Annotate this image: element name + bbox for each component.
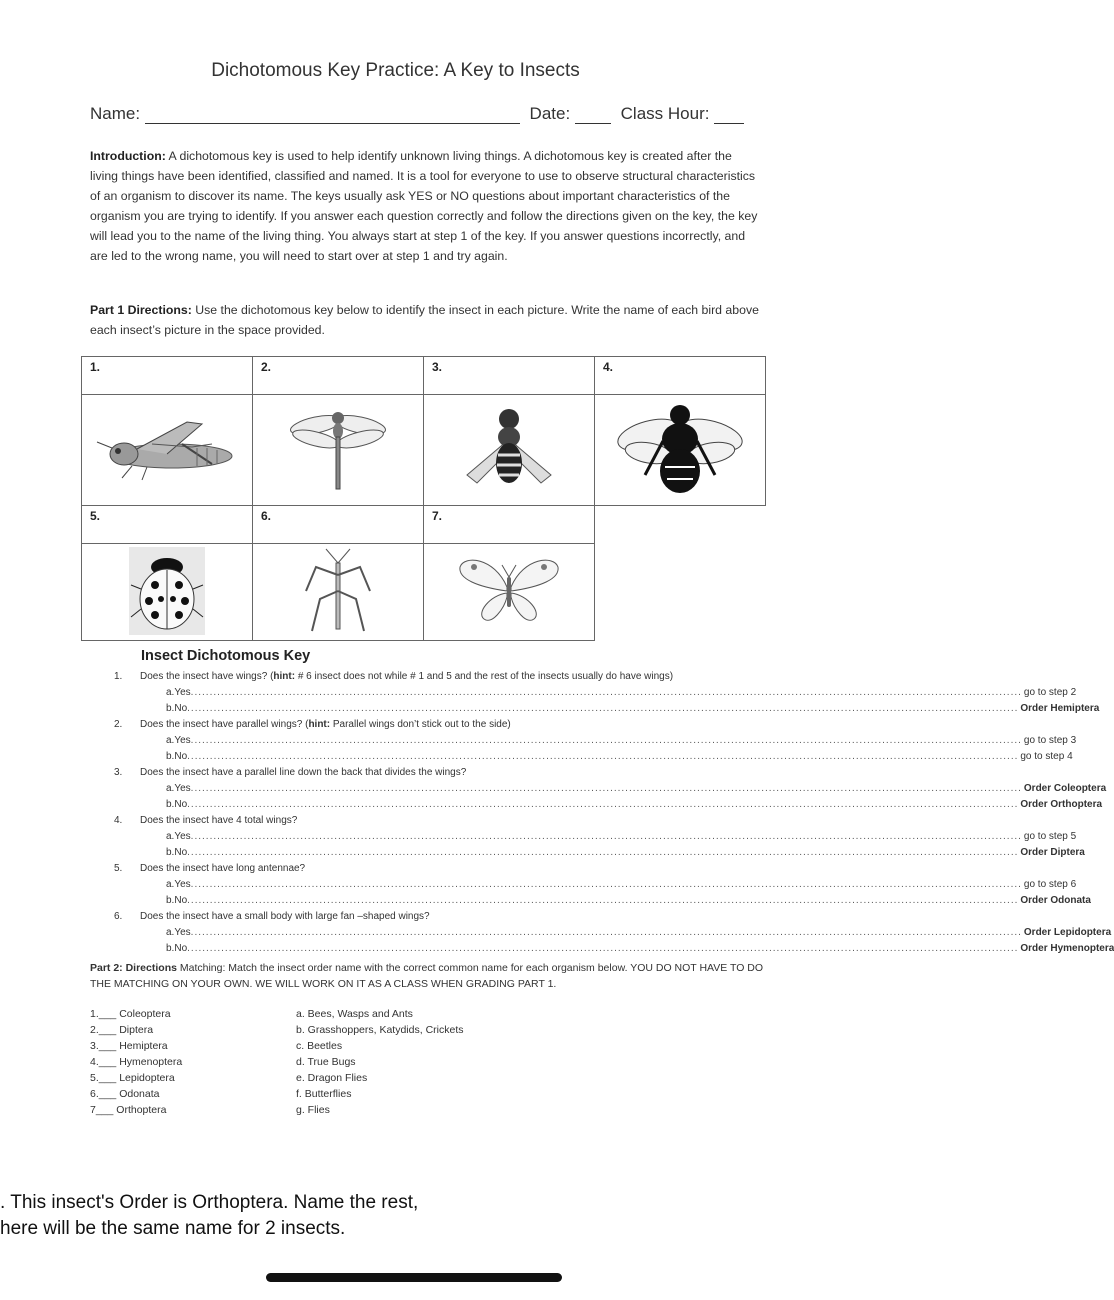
empty-cell [595, 544, 766, 641]
key-option-result: Order Odonata [1020, 895, 1091, 906]
key-option-text: Yes [174, 687, 191, 698]
key-leader-dots: ............................................................................................................................................................................................................................ [190, 783, 1022, 794]
key-option [166, 879, 1077, 890]
key-option-letter: a. [166, 927, 175, 938]
cell-number-5[interactable]: 5. [82, 506, 253, 544]
key-question [114, 671, 673, 682]
home-indicator[interactable] [266, 1273, 562, 1282]
part1-label: Part 1 Directions: [90, 303, 192, 317]
key-option [166, 847, 1085, 858]
key-leader-dots: ............................................................................................................................................................................................................................ [190, 687, 1022, 698]
key-option-letter: b. [166, 703, 175, 714]
empty-cell [595, 506, 766, 544]
cell-number-6[interactable]: 6. [253, 506, 424, 544]
key-leader-dots: ............................................................................................................................................................................................................................ [187, 847, 1019, 858]
key-option-text: Yes [174, 735, 191, 746]
key-question-text: Does the insect have 4 total wings? [140, 815, 298, 826]
key-question-text: Does the insect have a parallel line down the back that divides the wings? [140, 767, 467, 778]
part1-text: Use the dichotomous key below to identify the insect in each picture. Write the name of each bird above each insect’s picture in the space provided. [90, 303, 759, 337]
key-option [166, 783, 1107, 794]
key-option-text: Yes [174, 783, 191, 794]
key-question [114, 863, 305, 874]
key-question-text: Does the insect have a small body with large fan –shaped wings? [140, 911, 430, 922]
key-question-text: Does the insect have long antennae? [140, 863, 306, 874]
key-step-number: 4. [114, 815, 123, 826]
key-question [114, 767, 466, 778]
key-option-letter: a. [166, 687, 175, 698]
key-option-text: No [174, 847, 188, 858]
date-blank[interactable] [575, 107, 611, 124]
key-option-result: Order Hemiptera [1020, 703, 1100, 714]
key-hint-label: hint: [273, 671, 296, 682]
key-option-letter: b. [166, 847, 175, 858]
insect-picture-6 [253, 544, 424, 641]
cell-number-4[interactable]: 4. [595, 357, 766, 395]
worksheet-title: Dichotomous Key Practice: A Key to Insects [211, 60, 580, 81]
order-item[interactable]: 2.___ Diptera [90, 1024, 154, 1036]
key-option-letter: b. [166, 799, 175, 810]
common-name-item: b. Grasshoppers, Katydids, Crickets [296, 1024, 464, 1036]
key-step-number: 1. [114, 671, 123, 682]
key-question-text: Does the insect have wings? ( [140, 671, 274, 682]
key-option [166, 943, 1114, 954]
student-info-row [90, 104, 760, 124]
key-option-text: No [174, 943, 188, 954]
key-option-result: Order Coleoptera [1023, 783, 1107, 794]
key-option-text: Yes [174, 831, 191, 842]
key-option [166, 735, 1077, 746]
key-leader-dots: ............................................................................................................................................................................................................................ [190, 831, 1022, 842]
key-question [114, 719, 511, 730]
key-leader-dots: ............................................................................................................................................................................................................................ [187, 895, 1019, 906]
key-question [114, 815, 297, 826]
common-name-item: f. Butterflies [296, 1088, 352, 1100]
key-leader-dots: ............................................................................................................................................................................................................................ [190, 879, 1022, 890]
common-name-item: a. Bees, Wasps and Ants [296, 1008, 413, 1020]
key-option-letter: a. [166, 879, 175, 890]
common-name-item: d. True Bugs [296, 1056, 356, 1068]
part2-text: Matching: Match the insect order name with the correct common name for each organism below. YOU DO NOT HAVE TO DO THE MATCHING ON YOUR OWN. WE WILL WORK ON IT AS A CLASS WHEN GRADING PART 1. [90, 962, 764, 990]
key-option-letter: a. [166, 735, 175, 746]
key-option-letter: a. [166, 831, 175, 842]
common-name-item: e. Dragon Flies [296, 1072, 368, 1084]
key-option [166, 751, 1073, 762]
key-option-result: go to step 2 [1023, 687, 1077, 698]
key-option [166, 687, 1077, 698]
question-line-2: here will be the same name for 2 insects. [0, 1218, 346, 1239]
order-item[interactable]: 3.___ Hemiptera [90, 1040, 168, 1052]
key-option-text: Yes [174, 927, 191, 938]
key-option-text: Yes [174, 879, 191, 890]
part2-directions [90, 960, 770, 992]
key-option-result: Order Orthoptera [1020, 799, 1103, 810]
part1-directions [90, 300, 762, 340]
part2-label: Part 2: Directions [90, 962, 177, 974]
insect-picture-grid [81, 356, 766, 641]
grasshopper-icon [92, 414, 242, 484]
key-step-number: 3. [114, 767, 123, 778]
key-option [166, 703, 1100, 714]
key-title: Insect Dichotomous Key [141, 648, 311, 664]
key-leader-dots: ............................................................................................................................................................................................................................ [187, 799, 1019, 810]
key-option-letter: b. [166, 751, 175, 762]
introduction-paragraph [90, 146, 762, 266]
key-option-result: go to step 3 [1023, 735, 1077, 746]
cell-number-3[interactable]: 3. [424, 357, 595, 395]
name-blank[interactable] [145, 107, 520, 124]
key-option-text: No [174, 895, 188, 906]
common-name-list [296, 1006, 463, 1118]
key-hint-text: # 6 insect does not while # 1 and 5 and the rest of the insects usually do have wings) [295, 671, 674, 682]
walking-stick-icon [298, 545, 378, 637]
key-option-letter: a. [166, 783, 175, 794]
key-question [114, 911, 430, 922]
insect-picture-2 [253, 395, 424, 506]
key-option [166, 831, 1077, 842]
order-item[interactable]: 6.___ Odonata [90, 1088, 160, 1100]
cell-number-2[interactable]: 2. [253, 357, 424, 395]
key-step-number: 5. [114, 863, 123, 874]
key-option-letter: b. [166, 895, 175, 906]
key-hint-text: Parallel wings don’t stick out to the side) [330, 719, 511, 730]
key-leader-dots: ............................................................................................................................................................................................................................ [190, 735, 1022, 746]
order-item[interactable]: 4.___ Hymenoptera [90, 1056, 183, 1068]
name-label: Name: [90, 104, 141, 123]
key-hint-label: hint: [308, 719, 331, 730]
key-leader-dots: ............................................................................................................................................................................................................................ [190, 927, 1022, 938]
dragonfly-icon [288, 403, 388, 495]
question-text [0, 1190, 418, 1242]
key-option-text: No [174, 751, 188, 762]
order-item[interactable]: 1.___ Coleoptera [90, 1008, 171, 1020]
insect-picture-1 [82, 395, 253, 506]
cell-number-1[interactable]: 1. [82, 357, 253, 395]
cell-number-7[interactable]: 7. [424, 506, 595, 544]
date-label: Date: [529, 104, 571, 123]
class-hour-label: Class Hour: [620, 104, 710, 123]
key-option-result: Order Lepidoptera [1023, 927, 1112, 938]
insect-picture-5 [82, 544, 253, 641]
key-option-result: go to step 6 [1023, 879, 1077, 890]
key-option-letter: b. [166, 943, 175, 954]
key-option [166, 799, 1103, 810]
order-item[interactable]: 7___ Orthoptera [90, 1104, 167, 1116]
insect-picture-7 [424, 544, 595, 641]
insect-picture-4 [595, 395, 766, 506]
bee-icon [615, 401, 745, 497]
question-line-1: . This insect's Order is Orthoptera. Name the rest, [0, 1192, 419, 1213]
key-option-result: Order Diptera [1020, 847, 1085, 858]
order-list [90, 1006, 182, 1118]
key-option-text: No [174, 799, 188, 810]
introduction-label: Introduction: [90, 149, 166, 163]
ladybug-icon [127, 545, 207, 637]
order-item[interactable]: 5.___ Lepidoptera [90, 1072, 175, 1084]
key-leader-dots: ............................................................................................................................................................................................................................ [187, 703, 1019, 714]
class-hour-blank[interactable] [714, 107, 744, 124]
common-name-item: g. Flies [296, 1104, 330, 1116]
key-step-number: 6. [114, 911, 123, 922]
key-option-text: No [174, 703, 188, 714]
key-option [166, 895, 1091, 906]
key-question-text: Does the insect have parallel wings? ( [140, 719, 309, 730]
key-leader-dots: ............................................................................................................................................................................................................................ [187, 751, 1019, 762]
key-step-number: 2. [114, 719, 123, 730]
key-option [166, 927, 1112, 938]
introduction-text: A dichotomous key is used to help identify unknown living things. A dichotomous key is created after the living things have been identified, classified and named. It is a tool for everyone to use to observe structural characteristics of an organism to discover its name. The keys usually ask YES or NO questions about important characteristics of the organism you are trying to identify. If you answer each question correctly and follow the directions given on the key, the key will lead you to the name of the living thing. You always start at step 1 of the key. If you answer questions incorrectly, and are led to the wrong name, you will need to start over at step 1 and try again. [90, 149, 758, 263]
key-option-result: go to step 5 [1023, 831, 1077, 842]
insect-picture-3 [424, 395, 595, 506]
butterfly-icon [454, 553, 564, 629]
key-option-result: Order Hymenoptera [1020, 943, 1114, 954]
common-name-item: c. Beetles [296, 1040, 343, 1052]
key-leader-dots: ............................................................................................................................................................................................................................ [187, 943, 1019, 954]
key-option-result: go to step 4 [1020, 751, 1073, 762]
fly-icon [459, 403, 559, 495]
